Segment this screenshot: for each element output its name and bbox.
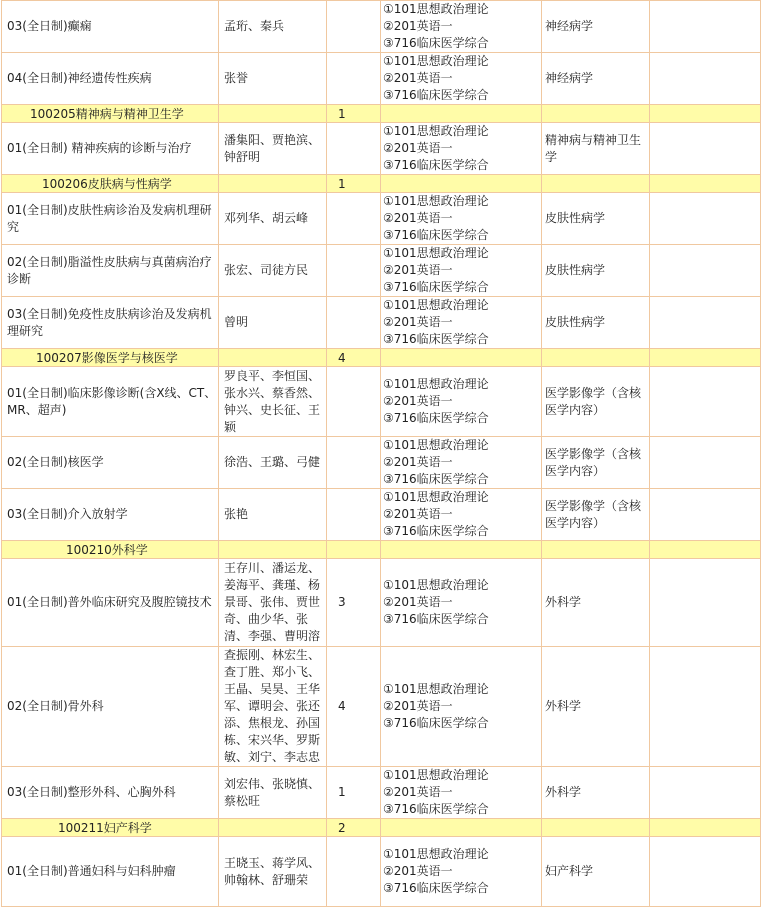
tutor-names: 查振刚、林宏生、查丁胜、郑小飞、王晶、吴昊、王华军、谭明会、张还添、焦根龙、孙国栋、宋兴华、罗斯敏、刘宁、李志忠 <box>219 647 327 767</box>
exam-subject: ②201英语一 <box>383 19 453 33</box>
research-direction: 01(全日制)皮肤性病诊治及发病机理研究 <box>2 193 219 245</box>
exam-subject: ③716临床医学综合 <box>383 332 489 346</box>
enroll-count <box>327 53 381 105</box>
remarks <box>650 193 761 245</box>
exam-subject: ①101思想政治理论 <box>383 124 489 138</box>
category-blank <box>542 175 650 193</box>
exam-subject: ①101思想政治理论 <box>383 377 489 391</box>
table-row <box>2 297 761 349</box>
table-row <box>2 367 761 437</box>
exam-subject: ③716临床医学综合 <box>383 158 489 172</box>
category-blank <box>381 105 542 123</box>
exam-subject: ①101思想政治理论 <box>383 194 489 208</box>
exam-subject: ②201英语一 <box>383 864 453 878</box>
exam-subject: ③716临床医学综合 <box>383 802 489 816</box>
exam-subject: ③716临床医学综合 <box>383 411 489 425</box>
exam-subjects <box>381 647 542 767</box>
exam-subject: ③716临床医学综合 <box>383 88 489 102</box>
table-row <box>2 767 761 819</box>
exam-subject: ①101思想政治理论 <box>383 54 489 68</box>
tutor-names: 张艳 <box>219 489 327 541</box>
exam-subject: ①101思想政治理论 <box>383 298 489 312</box>
table-row <box>2 53 761 105</box>
tutor-names: 潘集阳、贾艳滨、钟舒明 <box>219 123 327 175</box>
exam-subjects <box>381 367 542 437</box>
tutor-names: 刘宏伟、张晓慎、蔡松旺 <box>219 767 327 819</box>
exam-subjects <box>381 193 542 245</box>
exam-subjects <box>381 437 542 489</box>
exam-subject: ②201英语一 <box>383 785 453 799</box>
exam-subjects <box>381 1 542 53</box>
exam-subjects <box>381 53 542 105</box>
retest-subject: 精神病与精神卫生学 <box>542 123 650 175</box>
table-row <box>2 437 761 489</box>
retest-subject: 医学影像学（含核医学内容） <box>542 489 650 541</box>
category-row <box>2 349 761 367</box>
research-direction: 01(全日制)普外临床研究及腹腔镜技术 <box>2 559 219 647</box>
tutor-names: 曾明 <box>219 297 327 349</box>
exam-subject: ②201英语一 <box>383 71 453 85</box>
category-name: 100205精神病与精神卫生学 <box>2 105 219 123</box>
category-row <box>2 541 761 559</box>
category-blank <box>650 175 761 193</box>
category-count: 1 <box>327 105 381 123</box>
research-direction: 01(全日制)普通妇科与妇科肿瘤 <box>2 837 219 907</box>
category-blank <box>542 541 650 559</box>
exam-subject: ②201英语一 <box>383 263 453 277</box>
research-direction: 02(全日制)脂溢性皮肤病与真菌病治疗诊断 <box>2 245 219 297</box>
table-row <box>2 123 761 175</box>
table-row <box>2 193 761 245</box>
research-direction: 03(全日制)整形外科、心胸外科 <box>2 767 219 819</box>
tutor-names: 徐浩、王璐、弓健 <box>219 437 327 489</box>
tutor-names: 罗良平、李恒国、张水兴、蔡香然、钟兴、史长征、王颖 <box>219 367 327 437</box>
enroll-count <box>327 837 381 907</box>
enroll-count <box>327 1 381 53</box>
retest-subject: 外科学 <box>542 767 650 819</box>
table-row <box>2 647 761 767</box>
exam-subject: ①101思想政治理论 <box>383 2 489 16</box>
tutor-names: 邓列华、胡云峰 <box>219 193 327 245</box>
tutor-names: 张宏、司徒方民 <box>219 245 327 297</box>
exam-subject: ③716临床医学综合 <box>383 280 489 294</box>
retest-subject: 皮肤性病学 <box>542 245 650 297</box>
category-blank <box>219 819 327 837</box>
category-blank <box>381 541 542 559</box>
remarks <box>650 767 761 819</box>
retest-subject: 外科学 <box>542 647 650 767</box>
enroll-count <box>327 437 381 489</box>
remarks <box>650 245 761 297</box>
category-count <box>327 541 381 559</box>
enroll-count <box>327 367 381 437</box>
tutor-names: 王存川、潘运龙、姜海平、龚瑾、杨景哥、张伟、贾世奇、曲少华、张清、李强、曹明溶 <box>219 559 327 647</box>
category-blank <box>381 819 542 837</box>
research-direction: 01(全日制)临床影像诊断(含X线、CT、MR、超声) <box>2 367 219 437</box>
enroll-count: 4 <box>327 647 381 767</box>
remarks <box>650 53 761 105</box>
exam-subjects <box>381 123 542 175</box>
category-count: 1 <box>327 175 381 193</box>
research-direction: 03(全日制)介入放射学 <box>2 489 219 541</box>
exam-subject: ②201英语一 <box>383 595 453 609</box>
tutor-names: 王晓玉、蒋学风、帅翰林、舒珊荣 <box>219 837 327 907</box>
table-row <box>2 245 761 297</box>
retest-subject: 妇产科学 <box>542 837 650 907</box>
category-blank <box>542 105 650 123</box>
enroll-count <box>327 489 381 541</box>
exam-subject: ①101思想政治理论 <box>383 490 489 504</box>
exam-subject: ②201英语一 <box>383 315 453 329</box>
research-direction: 03(全日制)癫痫 <box>2 1 219 53</box>
category-row <box>2 105 761 123</box>
retest-subject: 医学影像学（含核医学内容） <box>542 367 650 437</box>
category-name: 100210外科学 <box>2 541 219 559</box>
table-row <box>2 1 761 53</box>
exam-subject: ①101思想政治理论 <box>383 768 489 782</box>
exam-subject: ③716临床医学综合 <box>383 612 489 626</box>
remarks <box>650 297 761 349</box>
exam-subjects <box>381 767 542 819</box>
exam-subject: ③716临床医学综合 <box>383 881 489 895</box>
retest-subject: 神经病学 <box>542 53 650 105</box>
exam-subjects <box>381 245 542 297</box>
remarks <box>650 647 761 767</box>
category-blank <box>650 541 761 559</box>
table-row <box>2 837 761 907</box>
enroll-count: 1 <box>327 767 381 819</box>
category-blank <box>650 819 761 837</box>
exam-subject: ③716临床医学综合 <box>383 472 489 486</box>
retest-subject: 皮肤性病学 <box>542 193 650 245</box>
category-blank <box>219 105 327 123</box>
remarks <box>650 437 761 489</box>
exam-subject: ②201英语一 <box>383 141 453 155</box>
exam-subject: ②201英语一 <box>383 507 453 521</box>
enroll-count: 3 <box>327 559 381 647</box>
enroll-count <box>327 123 381 175</box>
remarks <box>650 367 761 437</box>
category-name: 100207影像医学与核医学 <box>2 349 219 367</box>
exam-subjects <box>381 297 542 349</box>
retest-subject: 医学影像学（含核医学内容） <box>542 437 650 489</box>
category-blank <box>542 349 650 367</box>
category-count: 2 <box>327 819 381 837</box>
category-row <box>2 819 761 837</box>
category-blank <box>381 349 542 367</box>
research-direction: 03(全日制)免疫性皮肤病诊治及发病机理研究 <box>2 297 219 349</box>
exam-subjects <box>381 837 542 907</box>
remarks <box>650 123 761 175</box>
category-blank <box>381 175 542 193</box>
research-direction: 01(全日制) 精神疾病的诊断与治疗 <box>2 123 219 175</box>
category-blank <box>219 541 327 559</box>
exam-subject: ②201英语一 <box>383 455 453 469</box>
retest-subject: 神经病学 <box>542 1 650 53</box>
exam-subject: ①101思想政治理论 <box>383 847 489 861</box>
exam-subject: ②201英语一 <box>383 394 453 408</box>
tutor-names: 张誉 <box>219 53 327 105</box>
exam-subject: ①101思想政治理论 <box>383 682 489 696</box>
research-direction: 02(全日制)骨外科 <box>2 647 219 767</box>
category-name: 100211妇产科学 <box>2 819 219 837</box>
remarks <box>650 559 761 647</box>
exam-subject: ②201英语一 <box>383 699 453 713</box>
retest-subject: 皮肤性病学 <box>542 297 650 349</box>
exam-subjects <box>381 489 542 541</box>
category-blank <box>219 349 327 367</box>
exam-subject: ③716临床医学综合 <box>383 228 489 242</box>
exam-subjects <box>381 559 542 647</box>
degree-catalog-table <box>1 0 761 907</box>
research-direction: 02(全日制)核医学 <box>2 437 219 489</box>
remarks <box>650 489 761 541</box>
catalog-table-body <box>2 1 761 907</box>
remarks <box>650 1 761 53</box>
exam-subject: ①101思想政治理论 <box>383 578 489 592</box>
enroll-count <box>327 193 381 245</box>
remarks <box>650 837 761 907</box>
exam-subject: ①101思想政治理论 <box>383 246 489 260</box>
exam-subject: ③716临床医学综合 <box>383 524 489 538</box>
tutor-names: 孟珩、秦兵 <box>219 1 327 53</box>
exam-subject: ③716临床医学综合 <box>383 716 489 730</box>
table-row <box>2 559 761 647</box>
exam-subject: ②201英语一 <box>383 211 453 225</box>
enroll-count <box>327 245 381 297</box>
category-blank <box>219 175 327 193</box>
category-count: 4 <box>327 349 381 367</box>
category-blank <box>650 105 761 123</box>
category-blank <box>650 349 761 367</box>
exam-subject: ①101思想政治理论 <box>383 438 489 452</box>
enroll-count <box>327 297 381 349</box>
research-direction: 04(全日制)神经遗传性疾病 <box>2 53 219 105</box>
category-row <box>2 175 761 193</box>
category-name: 100206皮肤病与性病学 <box>2 175 219 193</box>
category-blank <box>542 819 650 837</box>
exam-subject: ③716临床医学综合 <box>383 36 489 50</box>
table-row <box>2 489 761 541</box>
retest-subject: 外科学 <box>542 559 650 647</box>
